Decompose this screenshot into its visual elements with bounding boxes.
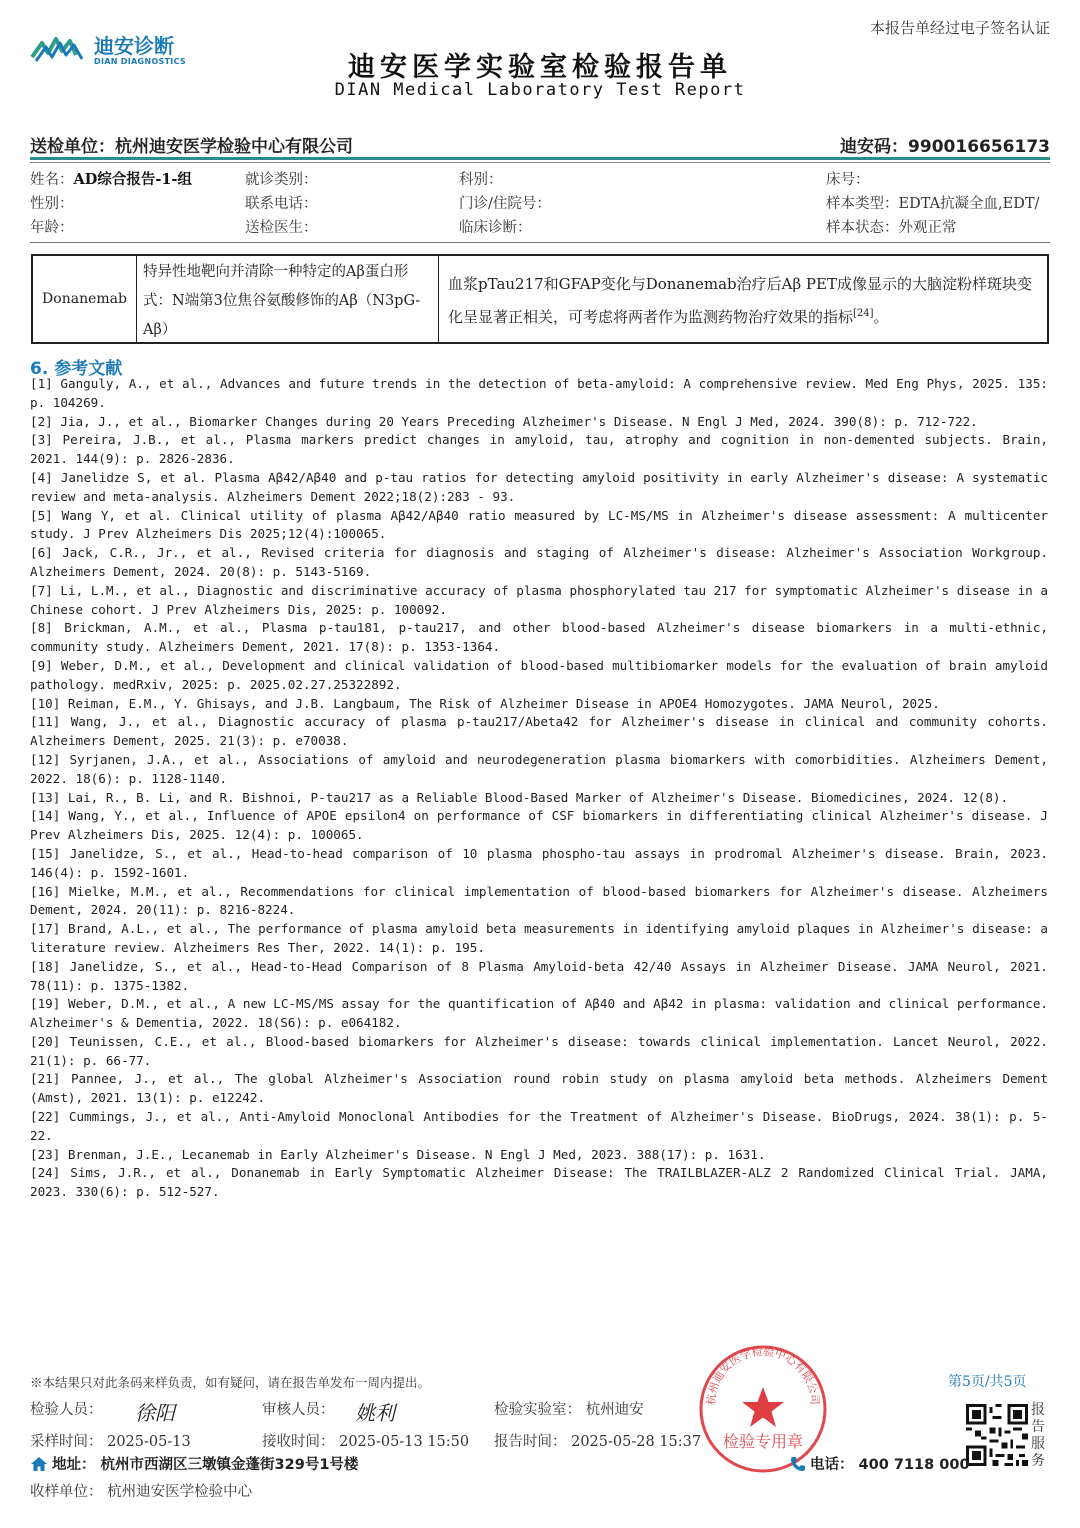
disclaimer: ※本结果只对此条码来样负责，如有疑问，请在报告单发布一周内提出。 <box>30 1375 431 1390</box>
reference-item: [24] Sims, J.R., et al., Donanemab in Early Symptomatic Alzheimer Disease: The TRAILBLAZER-ALZ 2 Randomized Clinical Trial. JAMA, 2023. 330(6): p. 512-527. <box>30 1165 1048 1200</box>
reference-item: [12] Syrjanen, J.A., et al., Associations of amyloid and neurodegeneration plasma biomarkers with comorbidities. Alzheimers Dement, 2022. 18(6): p. 1128-1140. <box>30 751 1048 786</box>
address: 地址： 杭州市西湖区三墩镇金蓬街329号1号楼 <box>30 1453 358 1474</box>
reference-item: [14] Wang, Y., et al., Influence of APOE epsilon4 on performance of CSF biomarkers in differentiating clinical Alzheimer's disease. J Prev Alzheimers Dis, 2025. 12(4): p. 100065. <box>30 808 1048 843</box>
service-phone: 电话： 400 7118 000 <box>790 1453 970 1474</box>
tester-signature: 徐阳 <box>135 1401 175 1425</box>
sample-type: 样本类型：EDTA抗凝全血,EDT/ <box>826 196 1040 212</box>
clinical-diagnosis: 临床诊断： <box>459 220 532 236</box>
reference-item: [13] Lai, R., B. Li, and R. Bishnoi, P-tau217 as a Reliable Blood-Based Marker of Alzheimer's Disease. Biomedicines, 2024. 12(8). <box>30 789 1009 805</box>
report-title-cn: 迪安医学实验室检验报告单 <box>348 52 732 83</box>
reference-item: [23] Brenman, J.E., Lecanemab in Early Alzheimer's Disease. N Engl J Med, 2023. 388(17): p. 1631. <box>30 1146 766 1162</box>
drug-note-cell: 血浆pTau217和GFAP变化与Donanemab治疗后Aβ PET成像显示的大脑淀粉样斑块变化呈显著正相关，可考虑将两者作为监测药物治疗效果的指标[24]。 <box>448 275 1032 326</box>
patient-age: 年龄： <box>30 220 74 236</box>
department: 科别： <box>459 172 503 188</box>
dian-code: 迪安码：990016656173 <box>840 137 1050 157</box>
reference-item: [22] Cummings, J., et al., Anti-Amyloid Monoclonal Antibodies for the Treatment of Alzheimer's Disease. BioDrugs, 2024. 38(1): p. 5-22. <box>30 1109 1048 1143</box>
reference-item: [19] Weber, D.M., et al., A new LC-MS/MS assay for the quantification of Aβ40 and Aβ42 in plasma: validation and clinical performance. Alzheimer's & Dementia, 2022. 18(S6): p. e064182. <box>30 996 1048 1031</box>
logo-text-en: DIAN DIAGNOSTICS <box>94 56 186 66</box>
reference-item: [20] Teunissen, C.E., et al., Blood-based biomarkers for Alzheimer's disease: towards clinical implementation. Lancet Neurol, 2022. 21(1): p. 66-77. <box>30 1033 1048 1068</box>
reference-item: [4] Janelidze S, et al. Plasma Aβ42/Aβ40 and p-tau ratios for detecting amyloid positivity in early Alzheimer's disease: A systematic review and meta-analysis. Alzheimers Dement 2022;18(2):283 - 93. <box>30 469 1048 504</box>
stamp-label: 检验专用章 <box>722 1432 804 1451</box>
reference-item: [21] Pannee, J., et al., The global Alzheimer's Association round robin study on plasma amyloid beta methods. Alzheimers Dement (Amst), 2021. 13(1): p. e12242. <box>30 1071 1048 1106</box>
reference-item: [11] Wang, J., et al., Diagnostic accuracy of plasma p-tau217/Abeta42 for Alzheimer's disease in clinical and community cohorts. Alzheimers Dement, 2025. 21(3): p. e70038. <box>30 714 1048 749</box>
bed-number: 床号： <box>826 172 870 188</box>
reference-item: [16] Mielke, M.M., et al., Recommendations for clinical implementation of blood-based biomarkers for Alzheimer's disease. Alzheimers Dement, 2024. 20(11): p. 8216-8224. <box>30 883 1048 918</box>
drug-mechanism-cell: 特异性地靶向并清除一种特定的Aβ蛋白形式：N端第3位焦谷氨酸修饰的Aβ（N3pG-Aβ） <box>137 256 439 342</box>
receive-time: 接收时间： 2025-05-13 15:50 <box>262 1434 470 1450</box>
reference-item: [17] Brand, A.L., et al., The performance of plasma amyloid beta measurements in identifying amyloid plaques in Alzheimer's disease: a literature review. Alzheimers Res Ther, 2022. 14(1): p. 195. <box>30 921 1048 955</box>
reference-item: [8] Brickman, A.M., et al., Plasma p-tau181, p-tau217, and other blood-based Alzheimer's disease biomarkers in a multi-ethnic, community study. Alzheimers Dement, 2021. 17(8): p. 1353-1364. <box>30 620 1048 655</box>
reference-item: [5] Wang Y, et al. Clinical utility of plasma Aβ42/Aβ40 ratio measured by LC-MS/MS in Alzheimer's disease assessment: A multicenter study. J Prev Alzheimers Dis 2025;12(4):100065. <box>30 507 1048 542</box>
page-number: 第5页/共5页 <box>948 1374 1027 1390</box>
report-title-en: DIAN Medical Laboratory Test Report <box>334 80 746 100</box>
reference-item: [10] Reiman, E.M., Y. Ghisays, and J.B. Langbaum, The Risk of Alzheimer Disease in APOE4 Homozygotes. JAMA Neurol, 2025. <box>30 695 940 711</box>
sample-state: 样本状态：外观正常 <box>826 220 957 236</box>
drug-table <box>31 254 1049 344</box>
reference-item: [15] Janelidze, S., et al., Head-to-head comparison of 10 plasma phospho-tau assays in prodromal Alzheimer's disease. Brain, 2023. 146(4): p. 1592-1601. <box>30 845 1048 880</box>
contact-phone: 联系电话： <box>245 196 318 212</box>
qr-label: 报告服务 <box>1031 1402 1045 1469</box>
stamp-text: 杭州迪安医学检验中心有限公司 <box>704 1345 822 1406</box>
qr-code-icon <box>966 1404 1028 1466</box>
sender-unit: 送检单位：杭州迪安医学检验中心有限公司 <box>30 137 353 157</box>
reference-item: [6] Jack, C.R., Jr., et al., Revised criteria for diagnosis and staging of Alzheimer's disease: Alzheimer's Association Workgroup. Alzheimers Dement, 2024. 20(8): p. 5143-5169. <box>30 545 1048 579</box>
reference-item: [1] Ganguly, A., et al., Advances and future trends in the detection of beta-amyloid: A comprehensive review. Med Eng Phys, 2025. 135: p. 104269. <box>30 376 1048 410</box>
reviewer-signature: 姚利 <box>355 1401 395 1425</box>
reference-list <box>30 375 1048 1202</box>
phone-icon <box>790 1456 806 1472</box>
stamp-star-icon <box>742 1387 784 1427</box>
visit-type: 就诊类别： <box>245 172 318 188</box>
reference-item: [2] Jia, J., et al., Biomarker Changes during 20 Years Preceding Alzheimer's Disease. N Engl J Med, 2024. 390(8): p. 712-722. <box>30 413 978 429</box>
patient-sex: 性别： <box>30 196 74 212</box>
tester-label: 检验人员： <box>30 1402 103 1418</box>
outpatient-number: 门诊/住院号： <box>459 196 551 212</box>
patient-name: 姓名：AD综合报告-1-组 <box>30 171 192 188</box>
references-heading: 6. 参考文献 <box>30 359 123 379</box>
referring-doctor: 送检医生： <box>245 220 318 236</box>
receiver-unit: 收样单位： 杭州迪安医学检验中心 <box>30 1484 253 1500</box>
report-time: 报告时间： 2025-05-28 15:37 <box>494 1434 702 1450</box>
logo-text-cn: 迪安诊断 <box>94 33 174 58</box>
drug-name-cell: Donanemab <box>33 256 137 342</box>
info-divider <box>30 242 1050 243</box>
reference-item: [3] Pereira, J.B., et al., Plasma markers predict changes in amyloid, tau, atrophy and cognition in non-demented subjects. Brain, 2021. 144(9): p. 2826-2836. <box>30 432 1048 467</box>
reviewer-label: 审核人员： <box>262 1402 335 1418</box>
reference-item: [7] Li, L.M., et al., Diagnostic and discriminative accuracy of plasma phosphorylated tau 217 for symptomatic Alzheimer's disease in a Chinese cohort. J Prev Alzheimers Dis, 2025: p. 100092. <box>30 582 1048 617</box>
header-divider <box>30 157 1050 160</box>
citation-ref: [24] <box>853 308 874 319</box>
reference-item: [18] Janelidze, S., et al., Head-to-Head Comparison of 8 Plasma Amyloid-beta 42/40 Assays in Alzheimer Disease. JAMA Neurol, 2021. 78(11): p. 1375-1382. <box>30 958 1048 993</box>
reference-item: [9] Weber, D.M., et al., Development and clinical validation of blood-based multibiomarker models for the evaluation of brain amyloid pathology. medRxiv, 2025: p. 2025.02.27.25322892. <box>30 657 1048 692</box>
esign-note: 本报告单经过电子签名认证 <box>869 19 1050 37</box>
lab-name: 检验实验室： 杭州迪安 <box>494 1402 644 1418</box>
collect-time: 采样时间： 2025-05-13 <box>30 1434 191 1450</box>
header-divider-thin <box>30 162 1050 163</box>
home-icon <box>30 1456 48 1472</box>
